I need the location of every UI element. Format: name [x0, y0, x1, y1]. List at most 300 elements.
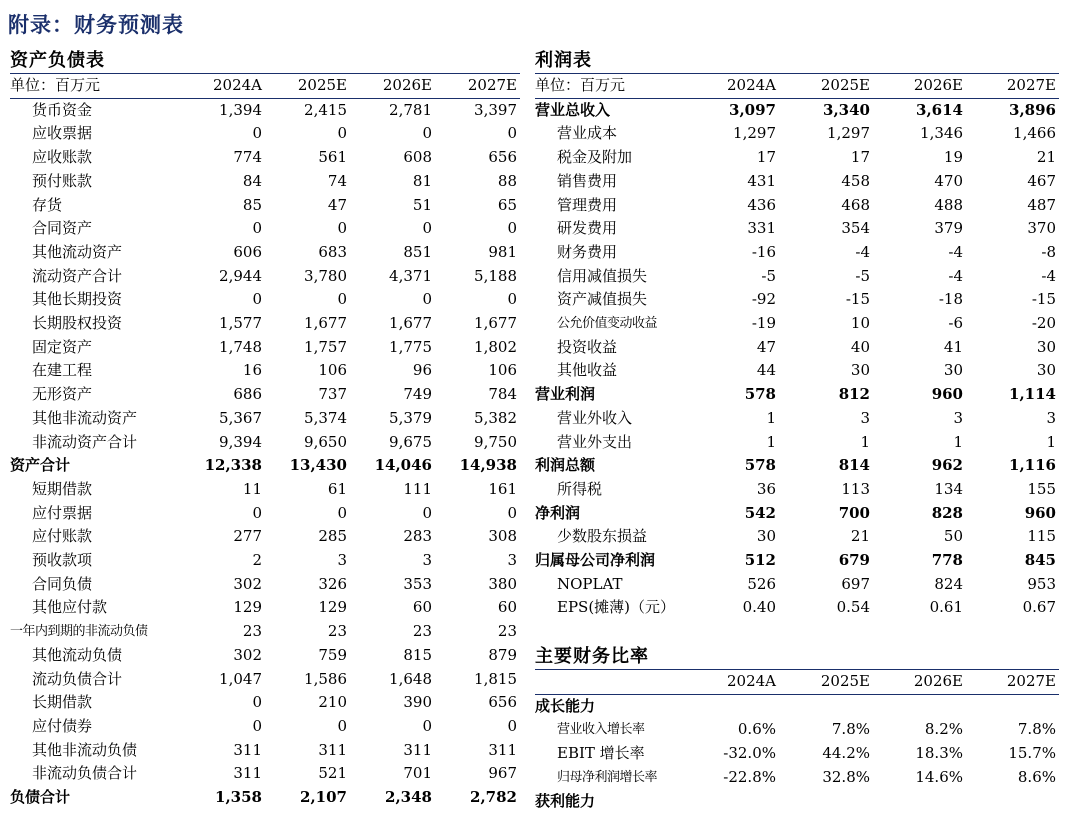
row-label: 短期借款 [32, 479, 93, 498]
cell-value: 155 [1027, 479, 1056, 498]
cell-value: 981 [488, 242, 517, 261]
table-header-row [535, 670, 1059, 694]
cell-value: 0 [252, 290, 262, 309]
cell-value: 106 [488, 361, 517, 380]
cell-value: 0 [422, 124, 432, 143]
table-row [535, 790, 1059, 814]
row-label: 获利能力 [535, 791, 596, 810]
table-row [535, 549, 1059, 573]
income-statement-title: 利润表 [535, 48, 1059, 74]
row-label: 财务费用 [557, 242, 618, 261]
row-label: 其他流动资产 [32, 242, 123, 261]
cell-value: 111 [403, 479, 432, 498]
table-row [10, 502, 520, 526]
row-label: 营业成本 [557, 124, 618, 143]
cell-value: 812 [838, 385, 870, 404]
table-row [10, 596, 520, 620]
cell-value: 0 [507, 124, 517, 143]
table-row [535, 573, 1059, 597]
table-row [535, 122, 1059, 146]
table-row [10, 241, 520, 265]
cell-value: 311 [233, 764, 262, 783]
cell-value: 44.2% [822, 744, 870, 763]
cell-value: 44 [756, 361, 776, 380]
row-label: 应付票据 [32, 503, 93, 522]
cell-value: 17 [756, 148, 776, 167]
table-row [535, 478, 1059, 502]
cell-value: 13,430 [289, 456, 347, 475]
row-label: 流动资产合计 [32, 266, 123, 285]
table-row [535, 502, 1059, 526]
balance-sheet-panel [10, 48, 520, 810]
cell-value: 488 [934, 195, 963, 214]
cell-value: 354 [841, 219, 870, 238]
row-label: 合同负债 [32, 574, 93, 593]
table-row [535, 718, 1059, 742]
row-label: 少数股东损益 [557, 527, 648, 546]
table-row [535, 359, 1059, 383]
cell-value: 311 [403, 740, 432, 759]
row-label: 应付账款 [32, 527, 93, 546]
cell-value: 30 [756, 527, 776, 546]
row-label: 其他应付款 [32, 598, 108, 617]
table-row [535, 288, 1059, 312]
cell-value: 113 [841, 479, 870, 498]
table-row [10, 454, 520, 478]
row-label: 长期借款 [32, 693, 93, 712]
year-header: 2024A [685, 670, 779, 694]
table-row [535, 170, 1059, 194]
cell-value: 5,367 [219, 408, 262, 427]
cell-value: 3 [422, 551, 432, 570]
cell-value: 30 [1036, 361, 1056, 380]
table-row [10, 786, 520, 810]
cell-value: -15 [1031, 290, 1056, 309]
cell-value: 1,297 [733, 124, 776, 143]
table-row [10, 312, 520, 336]
unit-header: 单位：百万元 [535, 74, 685, 98]
cell-value: 5,188 [474, 266, 517, 285]
cell-value: 3 [860, 408, 870, 427]
table-row [10, 383, 520, 407]
table-row [10, 478, 520, 502]
cell-value: 845 [1024, 551, 1056, 570]
cell-value: 379 [934, 219, 963, 238]
table-row [535, 431, 1059, 455]
year-header: 2024A [180, 74, 265, 98]
cell-value: 828 [931, 503, 963, 522]
cell-value: 774 [233, 148, 262, 167]
table-row [535, 383, 1059, 407]
cell-value: 311 [233, 740, 262, 759]
cell-value: 308 [488, 527, 517, 546]
cell-value: 824 [934, 574, 963, 593]
cell-value: 390 [403, 693, 432, 712]
cell-value: 3 [337, 551, 347, 570]
cell-value: -15 [845, 290, 870, 309]
row-label: 资产减值损失 [557, 290, 648, 309]
table-header-row [535, 74, 1059, 98]
cell-value: -4 [855, 242, 870, 261]
cell-value: -92 [751, 290, 776, 309]
cell-value: 749 [403, 385, 432, 404]
cell-value: 311 [488, 740, 517, 759]
cell-value: 11 [242, 479, 262, 498]
cell-value: 578 [744, 456, 776, 475]
cell-value: 19 [943, 148, 963, 167]
cell-value: 2,107 [300, 788, 347, 807]
cell-value: 1,677 [474, 314, 517, 333]
table-row [535, 766, 1059, 790]
cell-value: -5 [855, 266, 870, 285]
cell-value: -4 [1041, 266, 1056, 285]
cell-value: 1,297 [827, 124, 870, 143]
row-label: 预付账款 [32, 171, 93, 190]
cell-value: 7.8% [1017, 720, 1056, 739]
row-label: 归母净利润增长率 [557, 769, 658, 785]
row-label: 无形资产 [32, 385, 93, 404]
year-header: 2025E [265, 74, 350, 98]
cell-value: 0 [507, 503, 517, 522]
cell-value: 608 [403, 148, 432, 167]
cell-value: 1,757 [304, 337, 347, 356]
row-label: 净利润 [535, 503, 581, 522]
cell-value: 3,340 [823, 100, 870, 119]
income-statement-panel [535, 48, 1059, 620]
row-label: 其他非流动资产 [32, 408, 138, 427]
cell-value: 8.6% [1017, 767, 1056, 786]
table-row [535, 241, 1059, 265]
cell-value: 0 [337, 290, 347, 309]
year-header: 2026E [873, 670, 966, 694]
cell-value: 815 [403, 645, 432, 664]
cell-value: 15.7% [1008, 744, 1056, 763]
row-label: 成长能力 [535, 696, 596, 715]
cell-value: 326 [318, 574, 347, 593]
cell-value: 370 [1027, 219, 1056, 238]
cell-value: 2,944 [219, 266, 262, 285]
cell-value: 521 [318, 764, 347, 783]
cell-value: 1,577 [219, 314, 262, 333]
cell-value [685, 790, 779, 814]
table-row [535, 217, 1059, 241]
cell-value: 759 [318, 645, 347, 664]
row-label: 货币资金 [32, 100, 93, 119]
cell-value: 784 [488, 385, 517, 404]
cell-value: 12,338 [204, 456, 262, 475]
table-row [535, 336, 1059, 360]
table-row [535, 694, 1059, 718]
cell-value: -6 [948, 314, 963, 333]
cell-value: 1,114 [1009, 385, 1056, 404]
cell-value [779, 694, 873, 718]
row-label: 应付债券 [32, 716, 93, 735]
row-label: 一年内到期的非流动负债 [10, 624, 148, 640]
cell-value: 436 [747, 195, 776, 214]
cell-value [873, 694, 966, 718]
table-row [10, 265, 520, 289]
cell-value: 512 [744, 551, 776, 570]
table-row [10, 573, 520, 597]
cell-value: 0.40 [742, 598, 776, 617]
cell-value: 65 [497, 195, 517, 214]
cell-value: -16 [751, 242, 776, 261]
cell-value: 1,748 [219, 337, 262, 356]
cell-value: 960 [931, 385, 963, 404]
year-header: 2024A [685, 74, 779, 98]
cell-value: 30 [850, 361, 870, 380]
cell-value: 23 [242, 622, 262, 641]
table-row [10, 336, 520, 360]
cell-value: 3,397 [474, 100, 517, 119]
year-header: 2026E [350, 74, 435, 98]
table-row [10, 170, 520, 194]
cell-value: 9,675 [389, 432, 432, 451]
cell-value: 1,677 [389, 314, 432, 333]
cell-value: 40 [850, 337, 870, 356]
cell-value: 778 [931, 551, 963, 570]
cell-value: 0 [337, 716, 347, 735]
cell-value: 210 [318, 693, 347, 712]
row-label: 归属母公司净利润 [535, 551, 656, 570]
row-label: 税金及附加 [557, 148, 633, 167]
row-label: 资产合计 [10, 456, 71, 475]
table-header-row [10, 74, 520, 98]
cell-value: 161 [488, 479, 517, 498]
cell-value: 962 [931, 456, 963, 475]
row-label: 研发费用 [557, 219, 618, 238]
table-row [10, 146, 520, 170]
cell-value: 0.6% [737, 720, 776, 739]
table-row [535, 98, 1059, 122]
row-label: 在建工程 [32, 361, 93, 380]
table-row [535, 312, 1059, 336]
cell-value: 16 [242, 361, 262, 380]
page-title: 附录：财务预测表 [8, 12, 184, 37]
cell-value: 0 [422, 290, 432, 309]
cell-value: 4,371 [389, 266, 432, 285]
cell-value: 32.8% [822, 767, 870, 786]
cell-value: 60 [497, 598, 517, 617]
cell-value: -4 [948, 242, 963, 261]
cell-value: 0 [422, 219, 432, 238]
cell-value: 606 [233, 242, 262, 261]
row-label: 利润总额 [535, 456, 596, 475]
cell-value: 0 [252, 716, 262, 735]
cell-value: 302 [233, 574, 262, 593]
cell-value: 30 [943, 361, 963, 380]
cell-value: 1,358 [215, 788, 262, 807]
cell-value: 953 [1027, 574, 1056, 593]
cell-value: 1,466 [1013, 124, 1056, 143]
year-header: 2027E [966, 74, 1059, 98]
cell-value: 1,116 [1009, 456, 1056, 475]
cell-value: 18.3% [915, 744, 963, 763]
cell-value: 458 [841, 171, 870, 190]
cell-value: 61 [327, 479, 347, 498]
year-header: 2026E [873, 74, 966, 98]
cell-value: -4 [948, 266, 963, 285]
cell-value: 2,415 [304, 100, 347, 119]
cell-value: 1,677 [304, 314, 347, 333]
cell-value: 0 [252, 219, 262, 238]
table-row [535, 742, 1059, 766]
cell-value: 23 [327, 622, 347, 641]
table-row [535, 525, 1059, 549]
row-label: 存货 [32, 195, 63, 214]
unit-header [535, 670, 685, 694]
cell-value: 2 [252, 551, 262, 570]
cell-value: 1,802 [474, 337, 517, 356]
cell-value [966, 694, 1059, 718]
year-header: 2025E [779, 670, 873, 694]
cell-value: 129 [318, 598, 347, 617]
cell-value: -5 [761, 266, 776, 285]
cell-value: 656 [488, 148, 517, 167]
cell-value: -19 [751, 314, 776, 333]
cell-value: 115 [1027, 527, 1056, 546]
table-row [10, 194, 520, 218]
table-row [10, 762, 520, 786]
cell-value: 51 [412, 195, 432, 214]
row-label: 负债合计 [10, 788, 71, 807]
table-row [10, 431, 520, 455]
financial-ratios-panel [535, 644, 1059, 813]
table-row [10, 359, 520, 383]
cell-value: 1 [860, 432, 870, 451]
cell-value: 277 [233, 527, 262, 546]
table-row [535, 265, 1059, 289]
cell-value: 1 [766, 408, 776, 427]
cell-value: 3,097 [729, 100, 776, 119]
cell-value: -8 [1041, 242, 1056, 261]
table-row [535, 454, 1059, 478]
table-row [10, 122, 520, 146]
cell-value [685, 694, 779, 718]
cell-value: 1,394 [219, 100, 262, 119]
cell-value: 9,650 [304, 432, 347, 451]
cell-value: 0.54 [836, 598, 870, 617]
table-row [10, 525, 520, 549]
table-row [10, 98, 520, 122]
row-label: 其他收益 [557, 361, 618, 380]
row-label: NOPLAT [557, 574, 623, 593]
row-label: 非流动负债合计 [32, 764, 138, 783]
table-row [535, 146, 1059, 170]
table-row [10, 715, 520, 739]
row-label: EPS(摊薄)（元） [557, 598, 676, 617]
cell-value: 467 [1027, 171, 1056, 190]
cell-value: 0 [507, 290, 517, 309]
cell-value: 23 [497, 622, 517, 641]
cell-value: 88 [497, 171, 517, 190]
table-row [535, 194, 1059, 218]
cell-value: 41 [943, 337, 963, 356]
cell-value: 470 [934, 171, 963, 190]
cell-value: 3,896 [1009, 100, 1056, 119]
cell-value: 1,047 [219, 669, 262, 688]
cell-value: 74 [327, 171, 347, 190]
cell-value: 3,780 [304, 266, 347, 285]
row-label: 营业利润 [535, 385, 596, 404]
row-label: 所得税 [557, 479, 603, 498]
row-label: 应收账款 [32, 148, 93, 167]
table-row [10, 739, 520, 763]
table-row [10, 217, 520, 241]
cell-value: 814 [838, 456, 870, 475]
row-label: 固定资产 [32, 337, 93, 356]
cell-value: 9,394 [219, 432, 262, 451]
cell-value: 431 [747, 171, 776, 190]
cell-value: 5,382 [474, 408, 517, 427]
row-label: 其他非流动负债 [32, 740, 138, 759]
cell-value: 700 [838, 503, 870, 522]
cell-value: 656 [488, 693, 517, 712]
cell-value: 129 [233, 598, 262, 617]
cell-value: 1 [1046, 432, 1056, 451]
row-label: 长期股权投资 [32, 314, 123, 333]
row-label: 应收票据 [32, 124, 93, 143]
cell-value: 737 [318, 385, 347, 404]
cell-value: 9,750 [474, 432, 517, 451]
row-label: 营业收入增长率 [557, 722, 645, 738]
row-label: EBIT 增长率 [557, 744, 645, 763]
cell-value: 0 [337, 503, 347, 522]
cell-value: 21 [850, 527, 870, 546]
cell-value: 1 [953, 432, 963, 451]
row-label: 流动负债合计 [32, 669, 123, 688]
cell-value: 285 [318, 527, 347, 546]
cell-value: 1,346 [920, 124, 963, 143]
row-label: 公允价值变动收益 [557, 316, 658, 332]
cell-value: 81 [412, 171, 432, 190]
cell-value: 3,614 [916, 100, 963, 119]
cell-value: 526 [747, 574, 776, 593]
cell-value: 14.6% [915, 767, 963, 786]
cell-value: 0 [507, 219, 517, 238]
cell-value: 30 [1036, 337, 1056, 356]
table-row [10, 620, 520, 644]
cell-value: 17 [850, 148, 870, 167]
table-row [535, 596, 1059, 620]
cell-value: 23 [412, 622, 432, 641]
cell-value: 697 [841, 574, 870, 593]
cell-value: 1,648 [389, 669, 432, 688]
row-label: 营业外收入 [557, 408, 633, 427]
row-label: 合同资产 [32, 219, 93, 238]
cell-value: 578 [744, 385, 776, 404]
balance-sheet-title: 资产负债表 [10, 48, 520, 74]
row-label: 投资收益 [557, 337, 618, 356]
cell-value: 0 [337, 124, 347, 143]
cell-value: 487 [1027, 195, 1056, 214]
cell-value: 0 [252, 503, 262, 522]
cell-value: 2,782 [470, 788, 517, 807]
cell-value [779, 790, 873, 814]
cell-value: 1,586 [304, 669, 347, 688]
cell-value: 0 [507, 716, 517, 735]
cell-value: 311 [318, 740, 347, 759]
row-label: 其他长期投资 [32, 290, 123, 309]
cell-value: 0 [422, 716, 432, 735]
cell-value: 1,775 [389, 337, 432, 356]
cell-value: 3 [507, 551, 517, 570]
cell-value: 3 [1046, 408, 1056, 427]
cell-value: 21 [1036, 148, 1056, 167]
cell-value: 2,781 [389, 100, 432, 119]
row-label: 营业外支出 [557, 432, 633, 451]
table-row [535, 407, 1059, 431]
